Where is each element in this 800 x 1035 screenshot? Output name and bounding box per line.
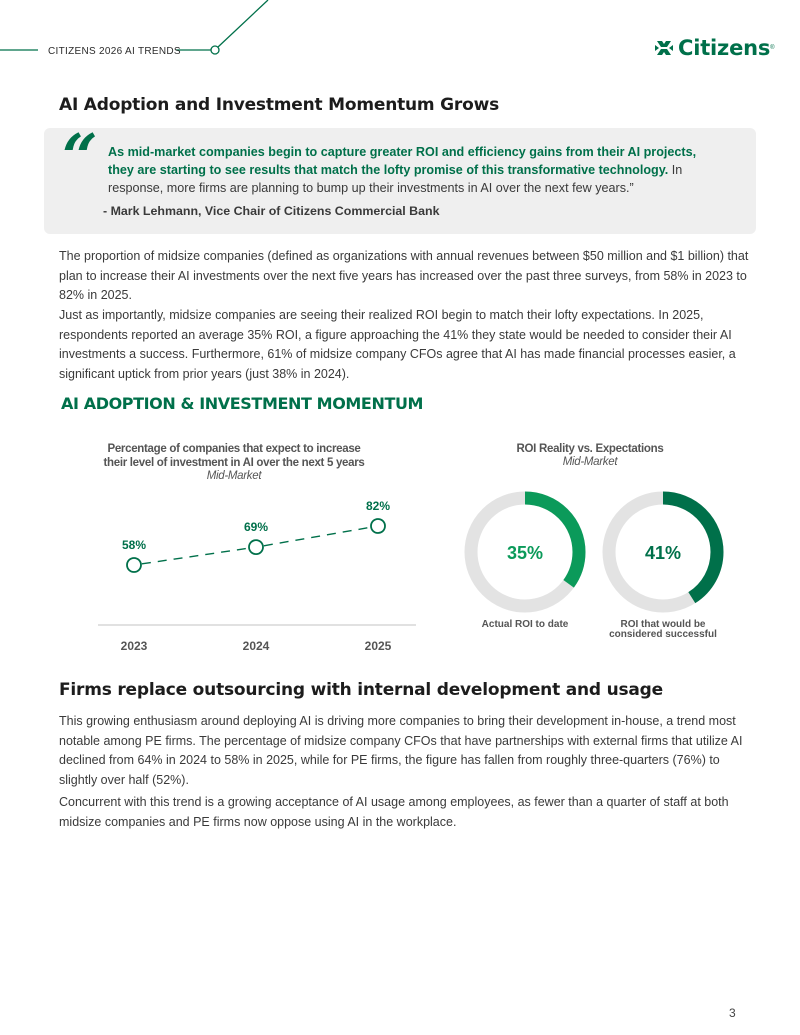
donut-chart	[450, 480, 750, 650]
line-chart-title	[92, 442, 376, 470]
line-chart	[90, 488, 430, 668]
series-line-segment	[264, 527, 370, 545]
donut-category-label: ROI that would be	[620, 619, 706, 630]
header-diagonal	[218, 0, 268, 47]
x-tick-label: 2024	[242, 639, 270, 653]
data-point	[249, 540, 263, 554]
line-chart-title-line: Percentage of companies that expect to increase	[107, 443, 361, 455]
chart-section-title: AI ADOPTION & INVESTMENT MOMENTUM	[61, 394, 424, 413]
section-title-outsourcing: Firms replace outsourcing with internal development and usage	[59, 680, 663, 700]
donut-category-label: Actual ROI to date	[481, 619, 569, 630]
section-title-adoption: AI Adoption and Investment Momentum Grows	[59, 95, 500, 115]
pull-quote-text	[108, 143, 708, 197]
x-tick-label: 2025	[364, 639, 392, 653]
donut-chart-subtitle: Mid-Market	[562, 456, 618, 468]
x-tick-label: 2023	[120, 639, 148, 653]
header-node	[211, 46, 219, 54]
citizens-logo	[654, 36, 775, 60]
donut-chart-title: ROI Reality vs. Expectations	[516, 443, 664, 455]
data-point	[127, 558, 141, 572]
body-paragraph: The proportion of midsize companies (defined as organizations with annual revenues between $50 million and $1 billion) that plan to increase their AI investments over the next five years has increased over the past three surveys, from 58% in 2023 to 82% in 2025.	[59, 249, 749, 302]
quote-mark-icon: “	[62, 120, 98, 193]
pull-quote-attribution: - Mark Lehmann, Vice Chair of Citizens Commercial Bank	[103, 204, 440, 218]
donut-value-label: 35%	[506, 543, 544, 563]
data-point	[371, 519, 385, 533]
pull-quote-rest: In response, more firms are planning to bump up their investments in AI over the next few years.”	[108, 163, 683, 195]
body-paragraph: Just as importantly, midsize companies are seeing their realized ROI begin to match their lofty expectations. In 2025, respondents reported an average 35% ROI, a figure approaching the 41% they state would be needed to consider their AI investments a success. Furthermore, 61% of midsize company CFOs agree that AI has made financial processes easier, a significant uptick from prior years (just 38% in 2024).	[59, 308, 736, 381]
data-label: 69%	[243, 520, 269, 535]
data-label: 58%	[121, 538, 147, 552]
line-chart-title-line: their level of investment in AI over the next 5 years	[103, 457, 365, 469]
page-number: 3	[729, 1006, 736, 1020]
citizens-wordmark: Citizens	[678, 36, 771, 60]
pull-quote-highlight: As mid-market companies begin to capture greater ROI and efficiency gains from their AI projects, they are starting to see results that match the lofty promise of this transformative technology.	[108, 145, 697, 177]
citizens-logo-icon	[654, 38, 674, 58]
donut-category-label: considered successful	[609, 629, 717, 640]
body-paragraph: Concurrent with this trend is a growing acceptance of AI usage among employees, as fewer than a quarter of staff at both midsize companies and PE firms now oppose using AI in the workplace.	[59, 795, 729, 829]
registered-mark: ®	[770, 45, 775, 51]
body-paragraph: This growing enthusiasm around deploying AI is driving more companies to bring their development in-house, a trend most notable among PE firms. The percentage of midsize company CFOs that have partnerships with external firms that utilize AI declined from 64% in 2024 to 58% in 2025, while for PE firms, the figure has fallen from roughly three-quarters (76%) to slightly over half (52%).	[59, 714, 743, 787]
series-line-segment	[142, 548, 248, 564]
line-chart-subtitle: Mid-Market	[206, 470, 262, 482]
header-label: CITIZENS 2026 AI TRENDS	[48, 46, 181, 57]
data-label: 82%	[365, 499, 391, 513]
donut-value-label: 41%	[644, 543, 682, 563]
